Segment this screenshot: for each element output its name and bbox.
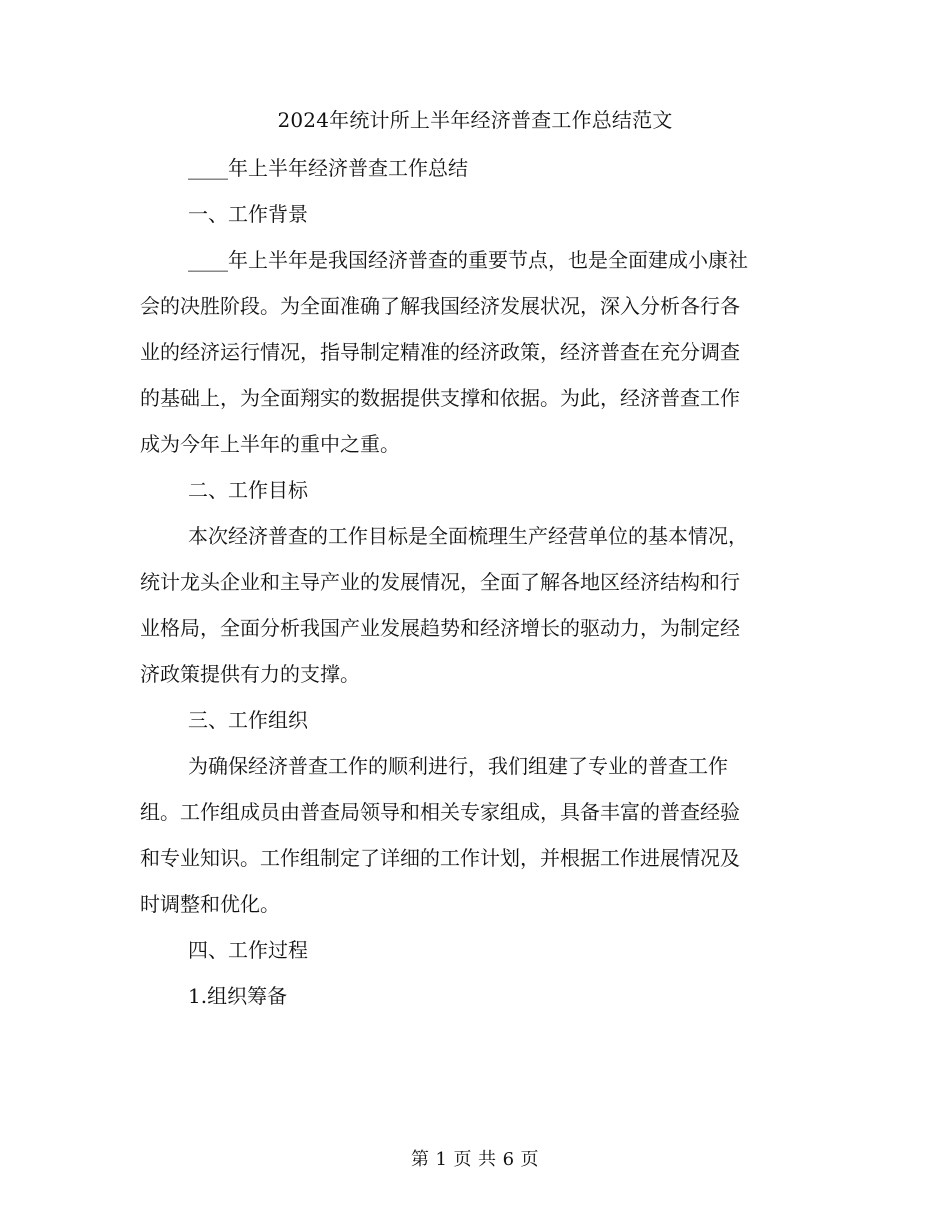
section-heading-4: 四、工作过程 [188, 938, 308, 962]
section-heading-1: 一、工作背景 [188, 202, 308, 226]
section-heading-2: 二、工作目标 [188, 478, 308, 502]
paragraph-1-line-1: ____年上半年是我国经济普查的重要节点，也是全面建成小康社 [188, 248, 748, 272]
paragraph-1-line-2: 会的决胜阶段。为全面准确了解我国经济发展状况，深入分析各行各 [140, 294, 740, 318]
paragraph-3-line-1: 为确保经济普查工作的顺利进行，我们组建了专业的普查工作 [188, 754, 728, 778]
paragraph-2-line-1: 本次经济普查的工作目标是全面梳理生产经营单位的基本情况， [188, 524, 748, 548]
paragraph-3-line-4: 时调整和优化。 [140, 892, 280, 916]
document-body [140, 150, 808, 1024]
paragraph-2-line-4: 济政策提供有力的支撑。 [140, 662, 360, 686]
paragraph-1-line-3: 业的经济运行情况，指导制定精准的经济政策，经济普查在充分调查 [140, 340, 740, 364]
paragraph-3-line-3: 和专业知识。工作组制定了详细的工作计划，并根据工作进展情况及 [140, 846, 740, 870]
document-title: 2024年统计所上半年经济普查工作总结范文 [277, 108, 673, 132]
paragraph-1-line-5: 成为今年上半年的重中之重。 [140, 432, 400, 456]
paragraph-2-line-3: 业格局，全面分析我国产业发展趋势和经济增长的驱动力，为制定经 [140, 616, 740, 640]
paragraph-1-line-4: 的基础上，为全面翔实的数据提供支撑和依据。为此，经济普查工作 [140, 386, 740, 410]
subtitle-line: ____年上半年经济普查工作总结 [188, 156, 468, 180]
subsection-heading-1: 1.组织筹备 [188, 984, 288, 1008]
page-footer: 第 1 页 共 6 页 [411, 1149, 539, 1170]
section-heading-3: 三、工作组织 [188, 708, 308, 732]
paragraph-3-line-2: 组。工作组成员由普查局领导和相关专家组成，具备丰富的普查经验 [140, 800, 740, 824]
paragraph-2-line-2: 统计龙头企业和主导产业的发展情况，全面了解各地区经济结构和行 [140, 570, 740, 594]
